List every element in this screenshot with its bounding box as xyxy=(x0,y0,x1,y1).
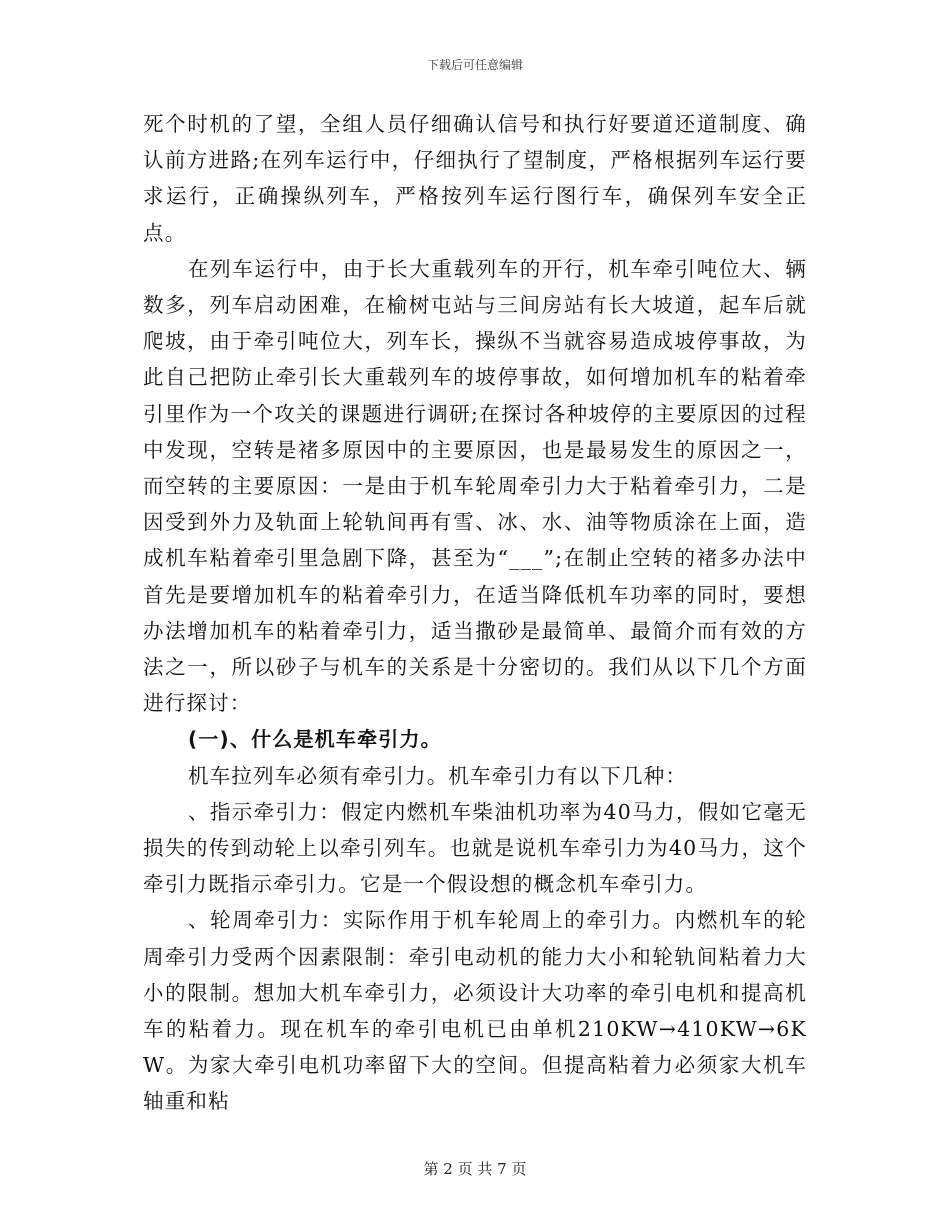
section-heading: (一)、什么是机车牵引力。 xyxy=(188,727,442,752)
paragraph-continuation: 死个时机的了望，全组人员仔细确认信号和执行好要道还道制度、确认前方进路;在列车运行中，仔细执行了望制度，严格根据列车运行要求运行，正确操纵列车，严格按列车运行图行车，确保列车安全正点。 xyxy=(143,112,807,245)
paragraph-indicated-traction: 、指示牵引力：假定内燃机车柴油机功率为40马力，假如它毫无损失的传到动轮上以牵引列车。也就是说机车牵引力为40马力，这个牵引力既指示牵引力。它是一个假设想的概念机车牵引力。 xyxy=(143,799,807,897)
page-header-note: 下载后可任意编辑 xyxy=(426,58,523,72)
paragraph-train-operation: 在列车运行中，由于长大重载列车的开行，机车牵引吨位大、辆数多，列车启动困难，在榆树屯站与三间房站有长大坡道，起车后就爬坡，由于牵引吨位大，列车长，操纵不当就容易造成坡停事故，为此自己把防止牵引长大重载列车的坡停事故，如何增加机车的粘着牵引里作为一个攻关的课题进行调研;在探讨各种坡停的主要原因的过程中发现，空转是褚多原因中的主要原因，也是最易发生的原因之一，而空转的主要原因：一是由于机车轮周牵引力大于粘着牵引力，二是因受到外力及轨面上轮轨间再有雪、冰、水、油等物质涂在上面，造成机车粘着牵引里急剧下降，甚至为“___”;在制止空转的褚多办法中首先是要增加机车的粘着牵引力，在适当降低机车功率的同时，要想办法增加机车的粘着牵引力，适当撒砂是最简单、最简介而有效的方法之一，所以砂子与机车的关系是十分密切的。我们从以下几个方面进行探讨： xyxy=(143,256,807,716)
page-number: 第 2 页 共 7 页 xyxy=(423,1160,527,1178)
paragraph-traction-intro: 机车拉列车必须有牵引力。机车牵引力有以下几种： xyxy=(188,763,688,788)
paragraph-wheel-traction: 、轮周牵引力：实际作用于机车轮周上的牵引力。内燃机车的轮周牵引力受两个因素限制：牵引电动机的能力大小和轮轨间粘着力大小的限制。想加大机车牵引力，必须设计大功率的牵引电机和提高机车的粘着力。现在机车的牵引电机已由单机210KW→410KW→6KW。为家大牵引电机功率留下大的空间。但提高粘着力必须家大机车轴重和粘 xyxy=(143,908,807,1114)
document-body xyxy=(143,106,807,1120)
